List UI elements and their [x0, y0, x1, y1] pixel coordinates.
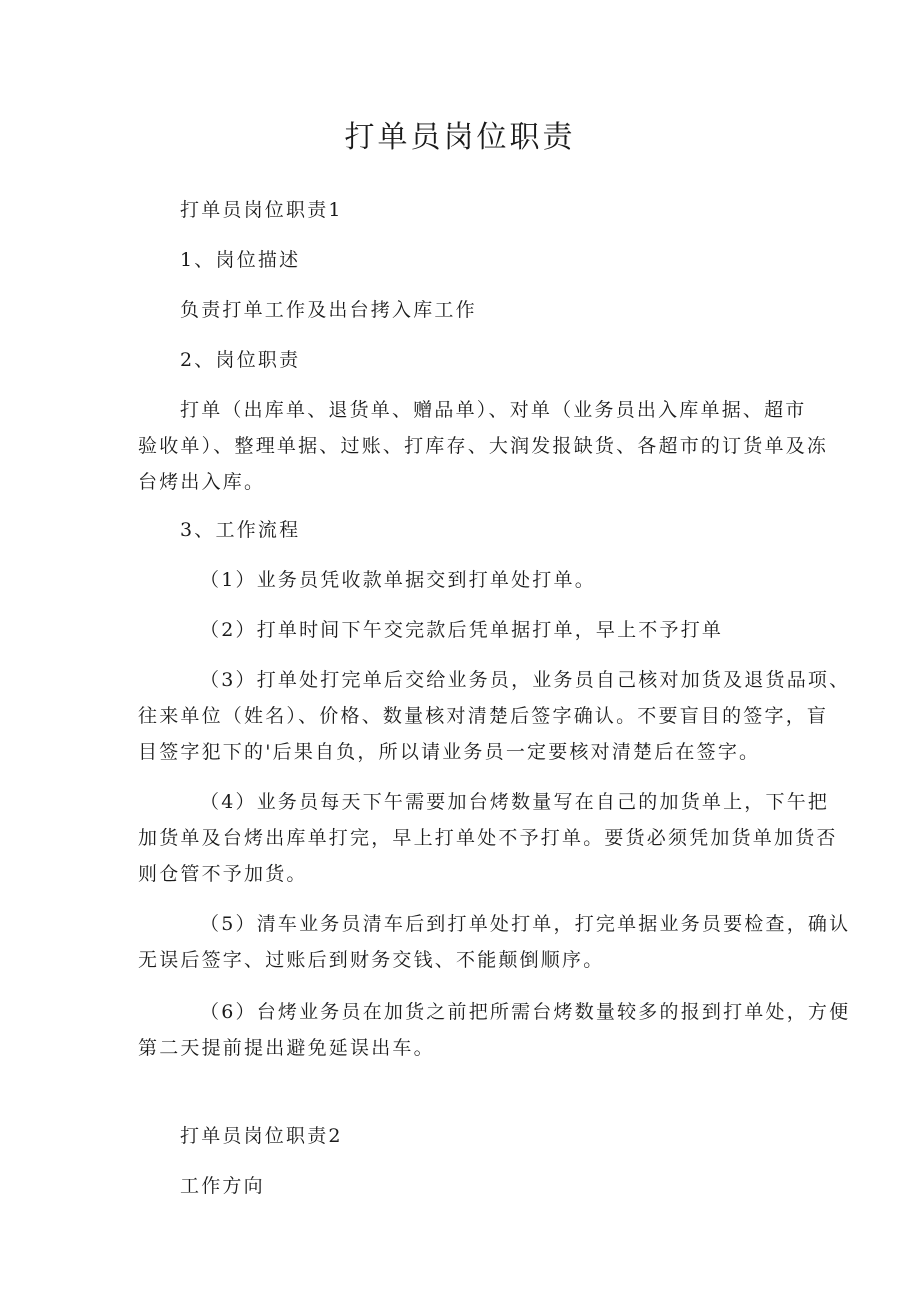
workflow-item-6	[138, 994, 850, 1066]
paragraph-line: 第二天提前提出避免延误出车。	[138, 1037, 435, 1059]
workflow-item-5	[138, 906, 850, 978]
paragraph-line: 无误后签字、过账后到财务交钱、不能颠倒顺序。	[138, 949, 605, 971]
job-duties-paragraph	[138, 392, 828, 500]
document-title: 打单员岗位职责	[344, 120, 576, 155]
paragraph-line: （6）台烤业务员在加货之前把所需台烤数量较多的报到打单处，方便	[200, 1001, 851, 1023]
workflow-item-4	[138, 784, 838, 892]
paragraph-line: 往来单位（姓名）、价格、数量核对清楚后签字确认。不要盲目的签字，盲	[138, 705, 829, 727]
subheading-job-duties: 2、岗位职责	[180, 349, 301, 371]
paragraph-line: 目签字犯下的'后果自负，所以请业务员一定要核对清楚后在签字。	[138, 741, 761, 763]
subheading-work-direction: 工作方向	[180, 1175, 265, 1197]
paragraph-line: 台烤出入库。	[138, 471, 266, 493]
paragraph-line: （3）打单处打完单后交给业务员，业务员自己核对加货及退货品项、	[200, 669, 851, 691]
section-heading-1: 打单员岗位职责1	[180, 199, 343, 221]
paragraph-line: 打单（出库单、退货单、赠品单）、对单（业务员出入库单据、超市	[180, 399, 807, 421]
paragraph-line: 加货单及台烤出库单打完，早上打单处不予打单。要货必须凭加货单加货否	[138, 827, 838, 849]
job-description-text: 负责打单工作及出台拷入库工作	[180, 299, 477, 321]
paragraph-line: （5）清车业务员清车后到打单处打单，打完单据业务员要检查，确认	[200, 913, 851, 935]
workflow-item-2: （2）打单时间下午交完款后凭单据打单，早上不予打单	[200, 619, 724, 641]
paragraph-line: 验收单）、整理单据、过账、打库存、大润发报缺货、各超市的订货单及冻	[138, 435, 829, 457]
paragraph-line: （4）业务员每天下午需要加台烤数量写在自己的加货单上，下午把	[200, 791, 830, 813]
workflow-item-3	[138, 662, 850, 770]
paragraph-line: 则仓管不予加货。	[138, 863, 308, 885]
subheading-job-description: 1、岗位描述	[180, 249, 301, 271]
section-heading-2: 打单员岗位职责2	[180, 1125, 343, 1147]
subheading-workflow: 3、工作流程	[180, 519, 301, 541]
workflow-item-1: （1）业务员凭收款单据交到打单处打单。	[200, 569, 596, 591]
